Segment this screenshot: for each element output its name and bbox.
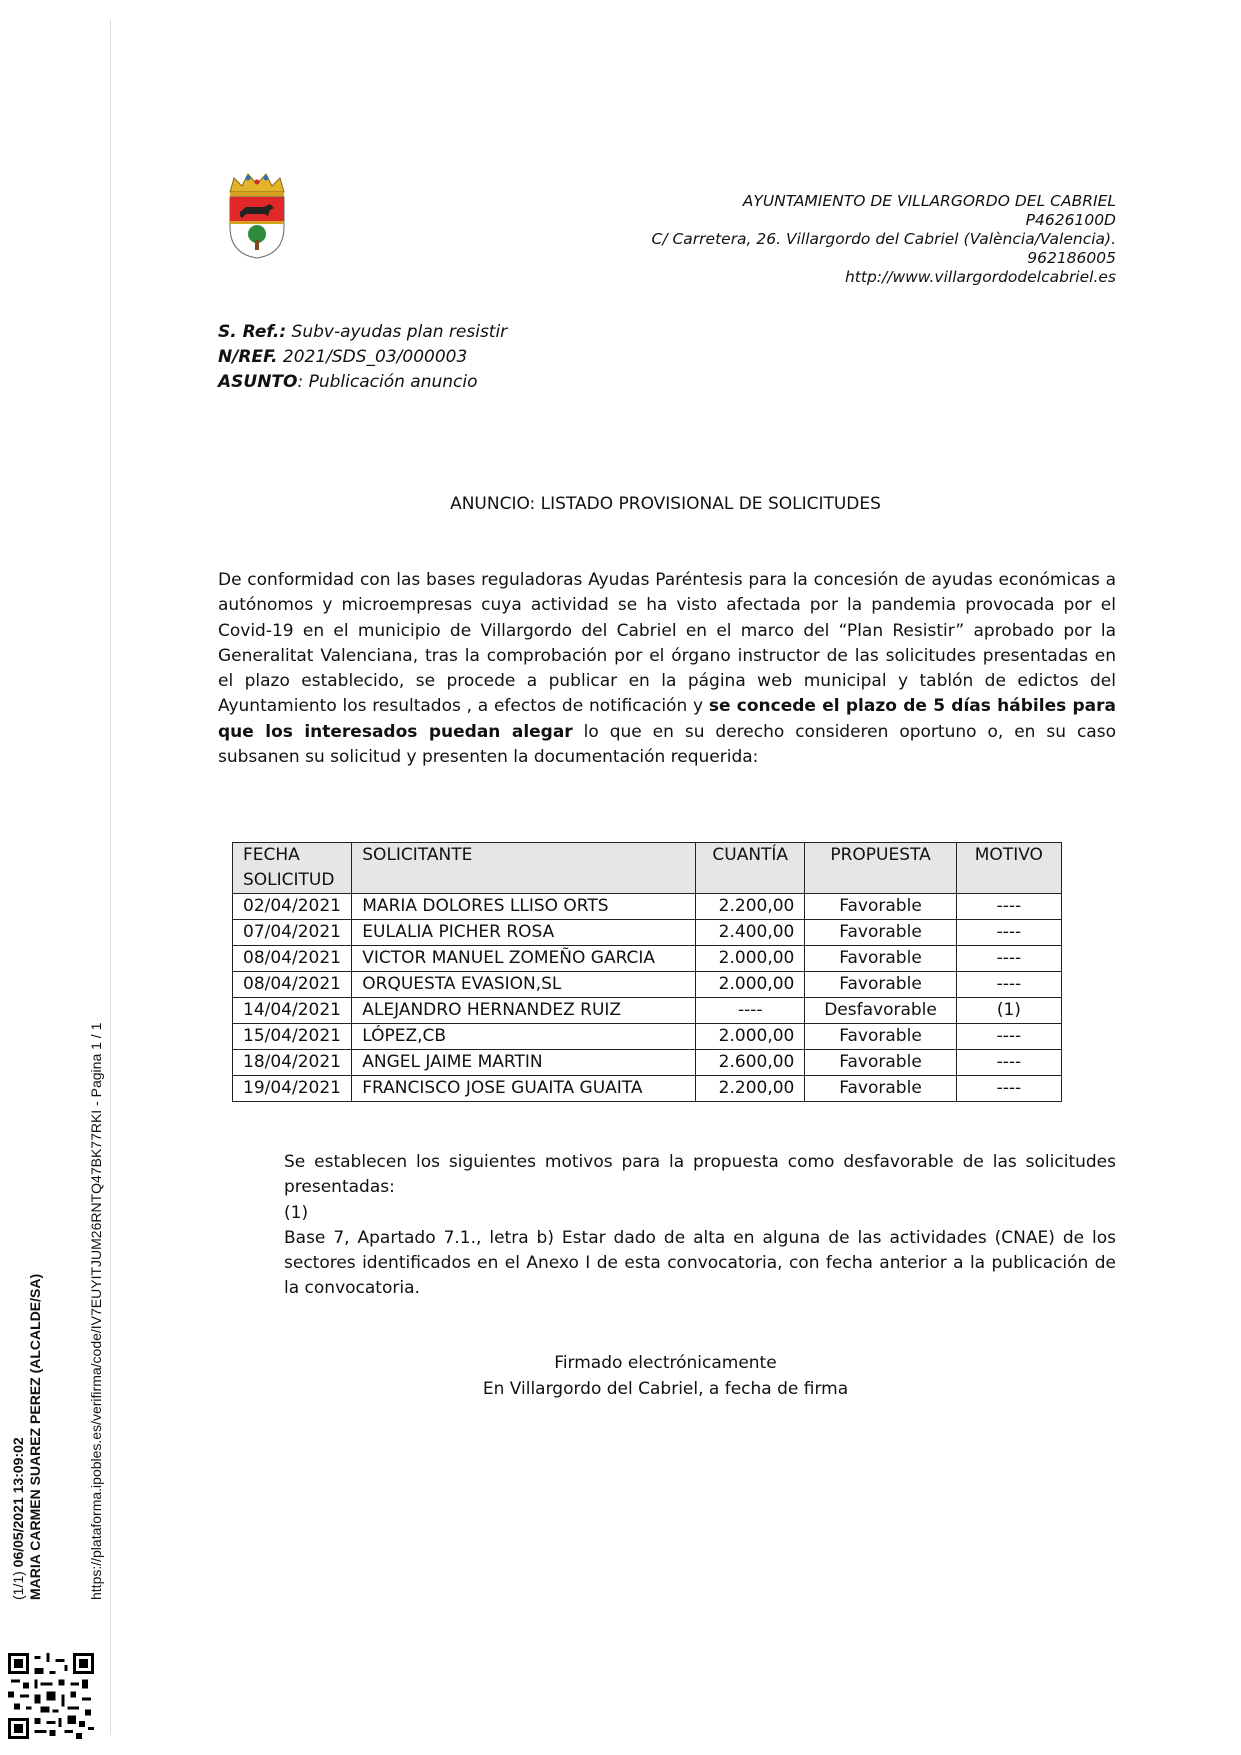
municipality-address: C/ Carretera, 26. Villargordo del Cabriel (València/Valencia).	[651, 230, 1116, 248]
motivos-block	[284, 1150, 1116, 1302]
table-row	[233, 1076, 1062, 1102]
cell-fecha: 08/04/2021	[233, 972, 352, 998]
applications-table	[232, 842, 1062, 1102]
table-header-row	[233, 843, 1062, 894]
body-paragraph: De conformidad con las bases reguladoras Ayudas Paréntesis para la concesión de ayudas económicas a autónomos y microempresas cuya actividad se ha visto afectada por la pandemia provocada por el Covid-19 en el municipio de Villargordo del Cabriel en el marco del “Plan Resistir” aprobado por la Generalitat Valenciana, tras la comprobación por el órgano instructor de las solicitudes presentadas en el plazo establecido, se procede a publicar en la página web municipal y tablón de edictos del Ayuntamiento los resultados , a efectos de notificación y se concede el plazo de 5 días hábiles para que los interesados puedan alegar lo que en su derecho consideren oportuno o, en su caso subsanen su solicitud y presenten la documentación requerida:	[218, 570, 1117, 768]
cell-motivo: ----	[956, 920, 1061, 946]
signature-date-line: (1/1) 06/05/2021 13:09:02	[10, 1437, 26, 1600]
cell-solicitante: ORQUESTA EVASION,SL	[352, 972, 696, 998]
cell-propuesta: Favorable	[805, 894, 956, 920]
cell-fecha: 15/04/2021	[233, 1024, 352, 1050]
coat-of-arms-logo	[224, 172, 290, 260]
cell-propuesta: Favorable	[805, 920, 956, 946]
cell-solicitante: VICTOR MANUEL ZOMEÑO GARCIA	[352, 946, 696, 972]
cell-cuantia: ----	[696, 998, 805, 1024]
table-row	[233, 972, 1062, 998]
signature-line-1: Firmado electrónicamente	[554, 1353, 777, 1373]
cell-solicitante: ALEJANDRO HERNANDEZ RUIZ	[352, 998, 696, 1024]
motivos-intro: Se establecen los siguientes motivos para la propuesta como desfavorable de las solicitudes presentadas:	[284, 1152, 1116, 1198]
document-title: ANUNCIO: LISTADO PROVISIONAL DE SOLICITUDES	[450, 494, 881, 514]
municipality-nif: P4626100D	[1025, 211, 1116, 229]
table-row	[233, 1050, 1062, 1076]
header-propuesta: PROPUESTA	[805, 843, 956, 894]
signer-name: MARIA CARMEN SUAREZ PEREZ (ALCALDE/SA)	[27, 1273, 43, 1600]
cell-fecha: 19/04/2021	[233, 1076, 352, 1102]
cell-motivo: ----	[956, 972, 1061, 998]
header-solicitante: SOLICITANTE	[352, 843, 696, 894]
cell-cuantia: 2.200,00	[696, 1076, 805, 1102]
asunto-line: ASUNTO: Publicación anuncio	[218, 372, 478, 392]
cell-motivo: ----	[956, 1024, 1061, 1050]
cell-propuesta: Favorable	[805, 1024, 956, 1050]
cell-solicitante: LÓPEZ,CB	[352, 1024, 696, 1050]
sref-line: S. Ref.: Subv-ayudas plan resistir	[218, 322, 508, 342]
cell-fecha: 18/04/2021	[233, 1050, 352, 1076]
cell-cuantia: 2.400,00	[696, 920, 805, 946]
cell-motivo: ----	[956, 1050, 1061, 1076]
cell-fecha: 07/04/2021	[233, 920, 352, 946]
municipality-name: AYUNTAMIENTO DE VILLARGORDO DEL CABRIEL	[742, 192, 1116, 210]
cell-cuantia: 2.600,00	[696, 1050, 805, 1076]
cell-fecha: 08/04/2021	[233, 946, 352, 972]
cell-solicitante: MARIA DOLORES LLISO ORTS	[352, 894, 696, 920]
table-row	[233, 998, 1062, 1024]
motivos-text: Base 7, Apartado 7.1., letra b) Estar dado de alta en alguna de las actividades (CNAE) de los sectores identificados en el Anexo I de esta convocatoria, con fecha anterior a la publicación de la convocatoria.	[284, 1227, 1116, 1299]
table-row	[233, 920, 1062, 946]
municipality-phone: 962186005	[1027, 249, 1116, 267]
header-motivo: MOTIVO	[956, 843, 1061, 894]
cell-cuantia: 2.000,00	[696, 946, 805, 972]
verification-url: https://plataforma.ipobles.es/verifirma/code/IV7EUYITJUM26RNTQ47BK77RKI - Pagina 1 / 1	[88, 1022, 104, 1600]
cell-motivo: ----	[956, 894, 1061, 920]
signature-line-2: En Villargordo del Cabriel, a fecha de firma	[482, 1379, 849, 1399]
header-fecha: FECHA SOLICITUD	[233, 843, 352, 894]
cell-propuesta: Favorable	[805, 972, 956, 998]
signature-block	[0, 1350, 1241, 1402]
table-row	[233, 894, 1062, 920]
cell-propuesta: Favorable	[805, 946, 956, 972]
cell-motivo: (1)	[956, 998, 1061, 1024]
cell-motivo: ----	[956, 1076, 1061, 1102]
cell-solicitante: EULALIA PICHER ROSA	[352, 920, 696, 946]
cell-cuantia: 2.000,00	[696, 972, 805, 998]
table-row	[233, 1024, 1062, 1050]
cell-cuantia: 2.000,00	[696, 1024, 805, 1050]
cell-solicitante: FRANCISCO JOSE GUAITA GUAITA	[352, 1076, 696, 1102]
qr-code-icon	[8, 1653, 94, 1739]
cell-fecha: 02/04/2021	[233, 894, 352, 920]
cell-propuesta: Favorable	[805, 1076, 956, 1102]
municipality-header	[652, 192, 1117, 287]
reference-block	[218, 320, 507, 395]
cell-cuantia: 2.200,00	[696, 894, 805, 920]
cell-propuesta: Favorable	[805, 1050, 956, 1076]
cell-fecha: 14/04/2021	[233, 998, 352, 1024]
cell-propuesta: Desfavorable	[805, 998, 956, 1024]
motivos-ref: (1)	[284, 1202, 309, 1223]
cell-solicitante: ANGEL JAIME MARTIN	[352, 1050, 696, 1076]
cell-motivo: ----	[956, 946, 1061, 972]
nref-line: N/REF. 2021/SDS_03/000003	[218, 347, 468, 367]
table-row	[233, 946, 1062, 972]
signature-strip	[10, 600, 120, 1600]
header-cuantia: CUANTÍA	[696, 843, 805, 894]
municipality-website: http://www.villargordodelcabriel.es	[844, 268, 1116, 286]
